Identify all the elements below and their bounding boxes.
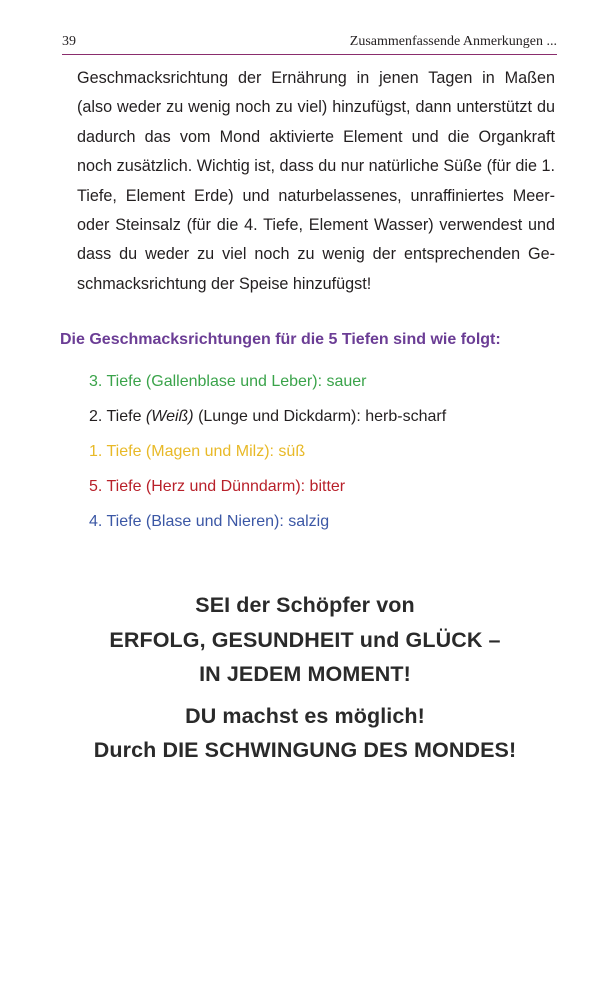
list-item-prefix: 2. Tiefe: [89, 408, 146, 425]
list-item: 1. Tiefe (Magen und Milz): süß: [89, 443, 306, 460]
body-paragraph: Geschmacksrichtung der Ernährung in jenen Tagen in Maßen (also weder zu wenig noch zu viel) hinzufügst, dann unterstützt du dadurch das vom Mond aktivierte Element und die Organkraft noch zusätzlich. Wichtig ist, dass du nur natürliche Süße (für die 1. Tiefe, Element Erde) und naturbelassenes, unraffiniertes Meeroder Steinsalz (für die 4. Tiefe, Element Wasser) verwendest und dass du weder zu viel noch zu wenig der entsprechenden Geschmacksrichtung der Speise hinzufügst!: [77, 69, 555, 293]
list-item: 3. Tiefe (Gallenblase und Leber): sauer: [89, 373, 367, 390]
list-item: 4. Tiefe (Blase und Nieren): salzig: [89, 513, 330, 530]
slogan-line: IN JEDEM MOMENT!: [199, 662, 411, 686]
taste-list-heading: Die Geschmacksrichtungen für die 5 Tiefen sind wie folgt:: [60, 331, 501, 348]
list-item: [89, 405, 549, 440]
page-number: 39: [62, 34, 76, 49]
list-item-suffix: (Lunge und Dickdarm): herb-scharf: [193, 408, 447, 425]
list-item-emphasis: (Weiß): [145, 408, 194, 425]
taste-list: [89, 370, 549, 545]
list-item: 5. Tiefe (Herz und Dünndarm): bitter: [89, 478, 346, 495]
running-title: Zusammenfassende Anmerkungen ...: [349, 34, 557, 49]
slogan-line: Durch DIE SCHWINGUNG DES MONDES!: [93, 738, 517, 762]
running-header: [62, 32, 557, 55]
slogan-line: ERFOLG, GESUNDHEIT und GLÜCK –: [109, 627, 501, 652]
slogan-block: [40, 588, 570, 768]
slogan-line: SEI der Schöpfer von: [195, 593, 415, 617]
slogan-line: DU machst es möglich!: [185, 703, 425, 728]
